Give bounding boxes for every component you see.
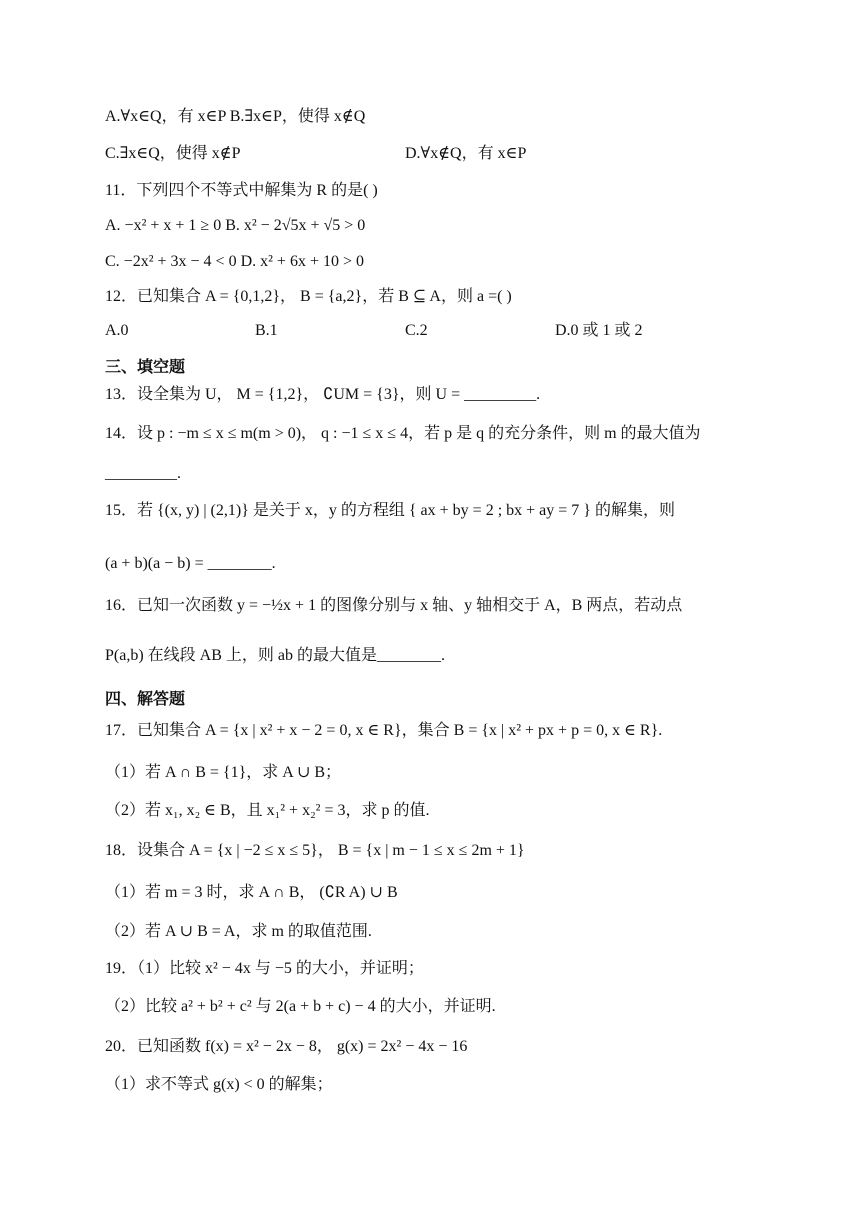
q14-blank: _________. [105, 465, 181, 482]
q17-stem: 17．已知集合 A = {x | x² + x − 2 = 0, x ∈ R}，集合 B = {x | x² + px + p = 0, x ∈ R}. [105, 722, 663, 739]
q10-option-d: D.∀x∉Q，有 x∈P [405, 145, 527, 162]
q17-part2: （2）若 x₁, x₂ ∈ B，且 x₁² + x₂² = 3，求 p 的值. [105, 802, 430, 819]
q11-options-cd: C. −2x² + 3x − 4 < 0 D. x² + 6x + 10 > 0 [105, 253, 364, 270]
section-answer-heading: 四、解答题 [105, 689, 186, 708]
q12-stem: 12．已知集合 A = {0,1,2}， B = {a,2}，若 B ⊆ A，则 a =( ) [105, 288, 512, 305]
q17-part1: （1）若 A ∩ B = {1}，求 A ∪ B； [105, 764, 342, 781]
q16-text: 16．已知一次函数 y = −½x + 1 的图像分别与 x 轴、y 轴相交于 A，B 两点，若动点 [105, 597, 683, 614]
q13-text: 13．设全集为 U， M = {1,2}， ∁UM = {3}，则 U = _________. [105, 386, 541, 403]
q12-option-a: A.0 [105, 322, 129, 339]
section-fill-in-heading: 三、填空题 [105, 357, 186, 376]
q15-text: 15．若 {(x, y) | (2,1)} 是关于 x，y 的方程组 { ax + by = 2 ; bx + ay = 7 } 的解集，则 [105, 502, 675, 519]
q11-options-ab: A. −x² + x + 1 ≥ 0 B. x² − 2√5x + √5 > 0 [105, 217, 366, 234]
q16-blank: P(a,b) 在线段 AB 上，则 ab 的最大值是________. [105, 647, 445, 664]
q20-part1: （1）求不等式 g(x) < 0 的解集； [105, 1076, 333, 1093]
q18-part1: （1）若 m = 3 时，求 A ∩ B， (∁R A) ∪ B [105, 884, 398, 901]
q20-stem: 20．已知函数 f(x) = x² − 2x − 8， g(x) = 2x² − 4x − 16 [105, 1038, 468, 1055]
q10-options-ab: A.∀x∈Q，有 x∈P B.∃x∈P，使得 x∉Q [105, 108, 366, 125]
q19-part2: （2）比较 a² + b² + c² 与 2(a + b + c) − 4 的大小，并证明. [105, 998, 496, 1015]
q18-part2: （2）若 A ∪ B = A，求 m 的取值范围. [105, 923, 372, 940]
q18-stem: 18．设集合 A = {x | −2 ≤ x ≤ 5}， B = {x | m − 1 ≤ x ≤ 2m + 1} [105, 842, 525, 859]
q12-option-b: B.1 [255, 322, 278, 339]
q12-option-d: D.0 或 1 或 2 [555, 322, 643, 339]
q14-text: 14．设 p : −m ≤ x ≤ m(m > 0)， q : −1 ≤ x ≤ 4，若 p 是 q 的充分条件，则 m 的最大值为 [105, 425, 701, 442]
q10-option-c: C.∃x∈Q，使得 x∉P [105, 145, 241, 162]
q11-stem: 11．下列四个不等式中解集为 R 的是( ) [105, 182, 378, 199]
q15-blank: (a + b)(a − b) = ________. [105, 555, 276, 572]
q19-part1: 19．（1）比较 x² − 4x 与 −5 的大小，并证明； [105, 960, 424, 977]
q12-option-c: C.2 [405, 322, 428, 339]
